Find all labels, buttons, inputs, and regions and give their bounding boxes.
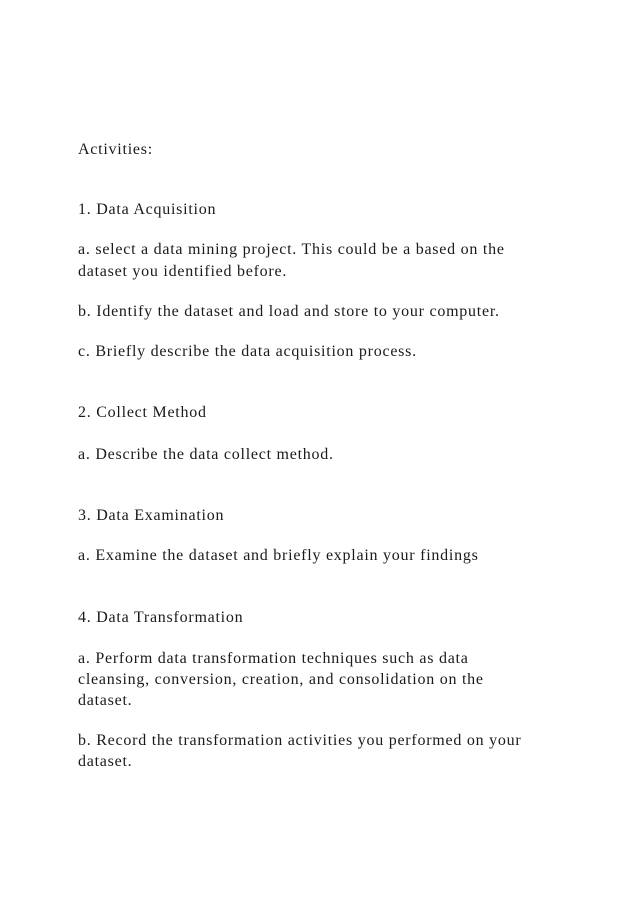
item-4a-line-1: a. Perform data transformation techniques such as data <box>78 650 469 667</box>
item-2a-line-1: a. Describe the data collect method. <box>78 446 334 463</box>
item-4a-line-3: dataset. <box>78 692 133 709</box>
item-3a-line-1: a. Examine the dataset and briefly explain your findings <box>78 547 479 564</box>
section-title-data-transformation: 4. Data Transformation <box>78 609 244 626</box>
section-title-collect-method: 2. Collect Method <box>78 404 207 421</box>
item-1a-line-2: dataset you identified before. <box>78 263 288 280</box>
item-4a-line-2: cleansing, conversion, creation, and consolidation on the <box>78 671 484 688</box>
item-1b-line-1: b. Identify the dataset and load and store to your computer. <box>78 303 500 320</box>
item-4b-line-1: b. Record the transformation activities you performed on your <box>78 732 522 749</box>
item-1a-line-1: a. select a data mining project. This could be a based on the <box>78 241 505 258</box>
section-title-data-acquisition: 1. Data Acquisition <box>78 201 217 218</box>
page-heading: Activities: <box>78 141 153 158</box>
item-4b-line-2: dataset. <box>78 753 133 770</box>
section-title-data-examination: 3. Data Examination <box>78 507 225 524</box>
item-1c-line-1: c. Briefly describe the data acquisition process. <box>78 343 417 360</box>
